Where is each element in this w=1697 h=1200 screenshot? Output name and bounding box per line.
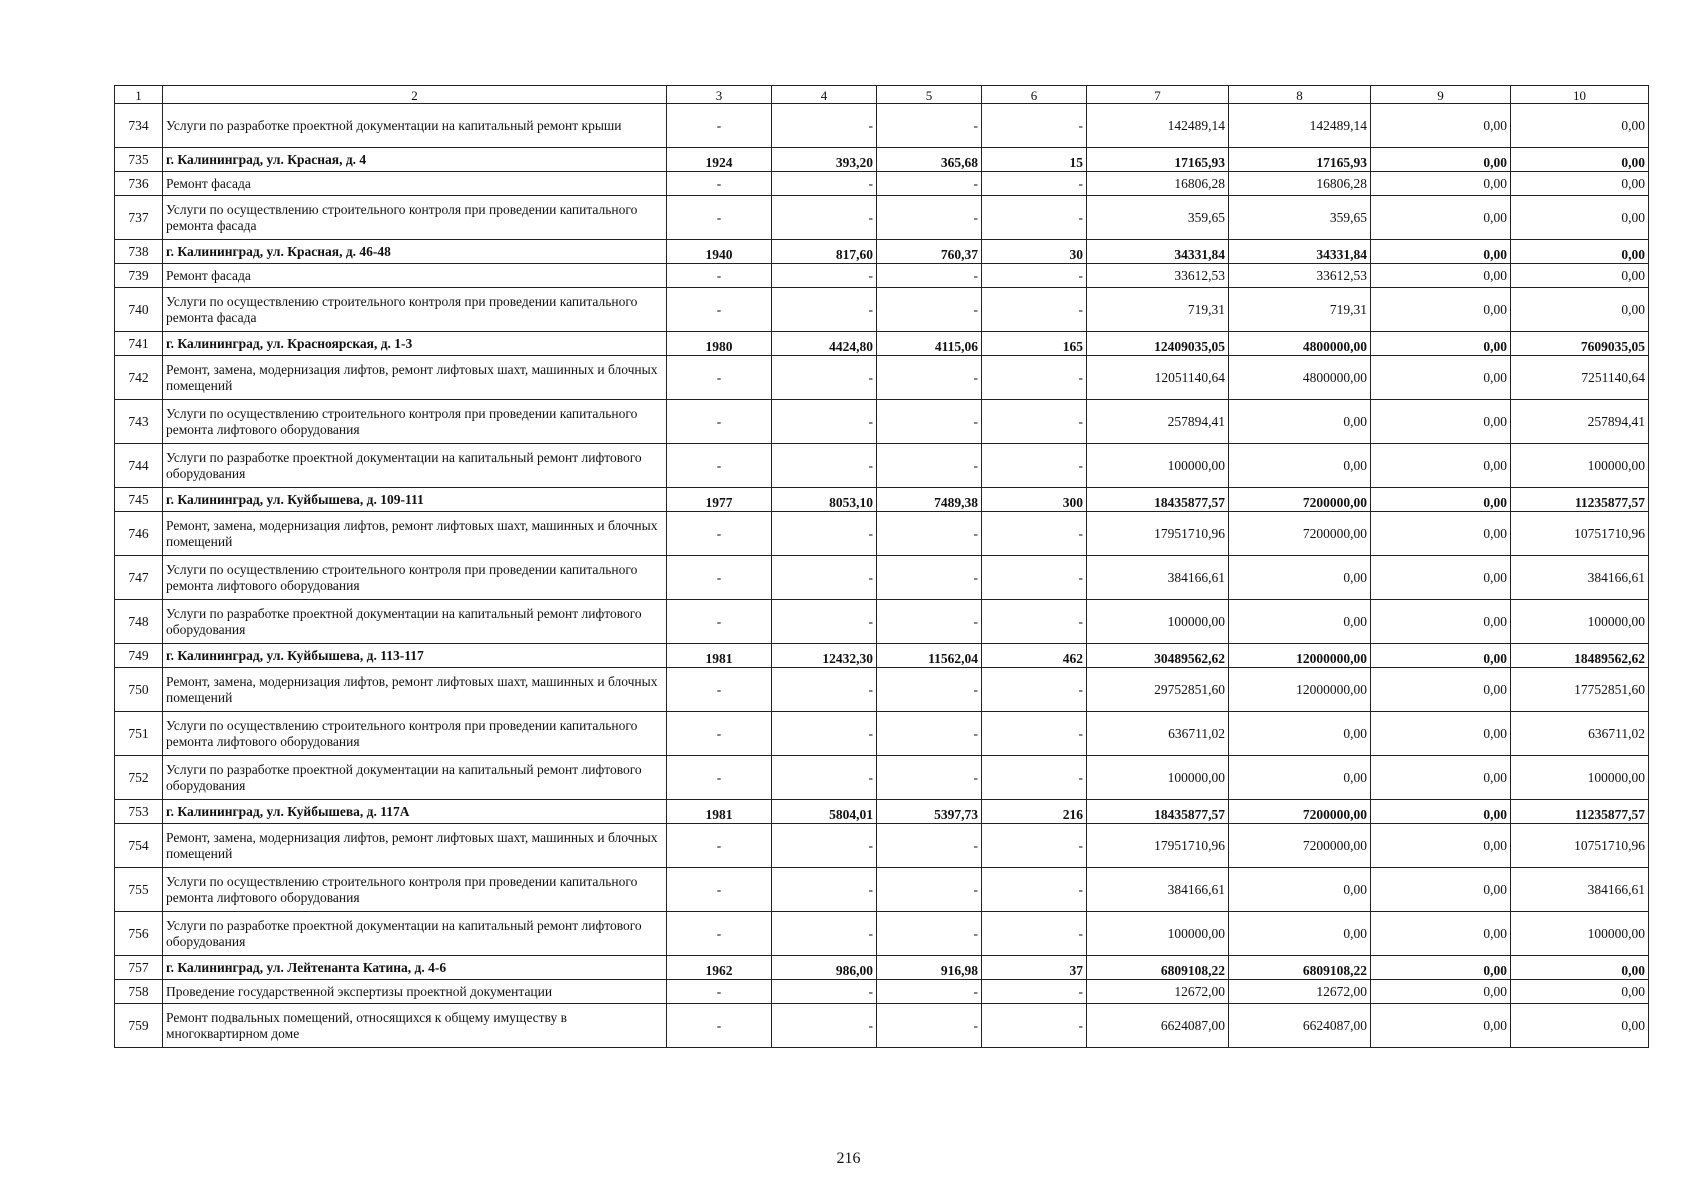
cost-col10-cell: 636711,02 [1511,712,1649,756]
work-item-row [115,556,1649,600]
residents-count-cell: - [982,104,1087,148]
cost-col10-cell: 0,00 [1511,264,1649,288]
cost-col9-cell: 0,00 [1371,444,1511,488]
cost-col10-cell: 11235877,57 [1511,488,1649,512]
year-cell: 1977 [667,488,772,512]
cost-col9-cell: 0,00 [1371,512,1511,556]
total-cost-cell: 100000,00 [1087,600,1229,644]
residents-count-cell: 462 [982,644,1087,668]
work-name-cell: г. Калининград, ул. Красная, д. 46-48 [163,240,667,264]
living-area-cell: - [877,1004,982,1048]
address-row [115,488,1649,512]
year-cell: - [667,912,772,956]
cost-col10-cell: 100000,00 [1511,912,1649,956]
work-name-cell: Проведение государственной экспертизы проектной документации [163,980,667,1004]
work-name-cell: Услуги по разработке проектной документации на капитальный ремонт крыши [163,104,667,148]
total-area-cell: 393,20 [772,148,877,172]
residents-count-cell: - [982,824,1087,868]
cost-col10-cell: 11235877,57 [1511,800,1649,824]
work-item-row [115,712,1649,756]
cost-col8-cell: 0,00 [1229,600,1371,644]
work-name-cell: Услуги по осуществлению строительного контроля при проведении капитального ремонта фасада [163,196,667,240]
residents-count-cell: 15 [982,148,1087,172]
column-header: 10 [1511,86,1649,104]
row-number-cell: 746 [115,512,163,556]
work-name-cell: Ремонт фасада [163,172,667,196]
cost-col9-cell: 0,00 [1371,104,1511,148]
row-number-cell: 758 [115,980,163,1004]
total-area-cell: - [772,288,877,332]
cost-col10-cell: 0,00 [1511,104,1649,148]
year-cell: 1981 [667,800,772,824]
row-number-cell: 752 [115,756,163,800]
year-cell: - [667,264,772,288]
residents-count-cell: - [982,712,1087,756]
cost-col9-cell: 0,00 [1371,800,1511,824]
total-cost-cell: 719,31 [1087,288,1229,332]
living-area-cell: - [877,824,982,868]
residents-count-cell: 165 [982,332,1087,356]
cost-col8-cell: 0,00 [1229,756,1371,800]
work-item-row [115,512,1649,556]
row-number-cell: 757 [115,956,163,980]
cost-col10-cell: 10751710,96 [1511,824,1649,868]
total-area-cell: - [772,600,877,644]
cost-col9-cell: 0,00 [1371,712,1511,756]
cost-col8-cell: 719,31 [1229,288,1371,332]
year-cell: - [667,512,772,556]
total-cost-cell: 384166,61 [1087,868,1229,912]
cost-col9-cell: 0,00 [1371,240,1511,264]
work-name-cell: Услуги по разработке проектной документации на капитальный ремонт лифтового оборудования [163,444,667,488]
living-area-cell: 4115,06 [877,332,982,356]
total-cost-cell: 12051140,64 [1087,356,1229,400]
total-cost-cell: 29752851,60 [1087,668,1229,712]
row-number-cell: 749 [115,644,163,668]
residents-count-cell: - [982,556,1087,600]
total-cost-cell: 384166,61 [1087,556,1229,600]
cost-col10-cell: 0,00 [1511,288,1649,332]
row-number-cell: 735 [115,148,163,172]
work-name-cell: Услуги по разработке проектной документации на капитальный ремонт лифтового оборудования [163,756,667,800]
year-cell: - [667,756,772,800]
total-area-cell: 817,60 [772,240,877,264]
year-cell: - [667,356,772,400]
year-cell: 1924 [667,148,772,172]
living-area-cell: 7489,38 [877,488,982,512]
total-area-cell: - [772,668,877,712]
year-cell: - [667,824,772,868]
cost-col8-cell: 0,00 [1229,712,1371,756]
living-area-cell: - [877,288,982,332]
residents-count-cell: - [982,912,1087,956]
cost-col9-cell: 0,00 [1371,332,1511,356]
cost-col10-cell: 0,00 [1511,1004,1649,1048]
cost-col10-cell: 7251140,64 [1511,356,1649,400]
total-area-cell: - [772,264,877,288]
row-number-cell: 744 [115,444,163,488]
total-cost-cell: 18435877,57 [1087,488,1229,512]
cost-col10-cell: 100000,00 [1511,444,1649,488]
cost-col8-cell: 7200000,00 [1229,800,1371,824]
row-number-cell: 738 [115,240,163,264]
cost-col9-cell: 0,00 [1371,756,1511,800]
residents-count-cell: - [982,756,1087,800]
total-area-cell: - [772,400,877,444]
total-cost-cell: 12672,00 [1087,980,1229,1004]
work-item-row [115,356,1649,400]
residents-count-cell: - [982,444,1087,488]
work-name-cell: Ремонт подвальных помещений, относящихся к общему имуществу в многоквартирном доме [163,1004,667,1048]
cost-col10-cell: 0,00 [1511,148,1649,172]
residents-count-cell: 216 [982,800,1087,824]
column-header: 3 [667,86,772,104]
residents-count-cell: - [982,264,1087,288]
work-item-row [115,668,1649,712]
total-area-cell: - [772,824,877,868]
row-number-cell: 741 [115,332,163,356]
year-cell: - [667,172,772,196]
work-item-row [115,400,1649,444]
total-area-cell: - [772,356,877,400]
total-cost-cell: 142489,14 [1087,104,1229,148]
row-number-cell: 736 [115,172,163,196]
residents-count-cell: - [982,196,1087,240]
year-cell: - [667,196,772,240]
cost-col9-cell: 0,00 [1371,400,1511,444]
work-name-cell: Ремонт, замена, модернизация лифтов, ремонт лифтовых шахт, машинных и блочных помещений [163,512,667,556]
cost-col9-cell: 0,00 [1371,148,1511,172]
cost-col10-cell: 100000,00 [1511,756,1649,800]
page-number: 216 [836,1150,861,1167]
work-name-cell: Ремонт фасада [163,264,667,288]
column-header: 9 [1371,86,1511,104]
address-row [115,956,1649,980]
capital-repair-table [114,85,1649,1048]
cost-col10-cell: 0,00 [1511,172,1649,196]
cost-col8-cell: 12000000,00 [1229,644,1371,668]
total-area-cell: 986,00 [772,956,877,980]
total-cost-cell: 100000,00 [1087,756,1229,800]
residents-count-cell: - [982,400,1087,444]
total-cost-cell: 16806,28 [1087,172,1229,196]
total-cost-cell: 100000,00 [1087,444,1229,488]
cost-col10-cell: 0,00 [1511,956,1649,980]
cost-col8-cell: 34331,84 [1229,240,1371,264]
total-area-cell: - [772,712,877,756]
living-area-cell: 760,37 [877,240,982,264]
cost-col9-cell: 0,00 [1371,980,1511,1004]
cost-col8-cell: 0,00 [1229,868,1371,912]
work-name-cell: Услуги по осуществлению строительного контроля при проведении капитального ремонта лифтового оборудования [163,400,667,444]
cost-col9-cell: 0,00 [1371,172,1511,196]
year-cell: - [667,556,772,600]
living-area-cell: - [877,444,982,488]
year-cell: - [667,868,772,912]
total-cost-cell: 33612,53 [1087,264,1229,288]
work-item-row [115,104,1649,148]
residents-count-cell: - [982,668,1087,712]
cost-col8-cell: 7200000,00 [1229,488,1371,512]
year-cell: - [667,668,772,712]
work-name-cell: Услуги по осуществлению строительного контроля при проведении капитального ремонта фасада [163,288,667,332]
work-name-cell: г. Калининград, ул. Куйбышева, д. 113-117 [163,644,667,668]
cost-col8-cell: 359,65 [1229,196,1371,240]
work-item-row [115,868,1649,912]
total-area-cell: 12432,30 [772,644,877,668]
living-area-cell: - [877,104,982,148]
year-cell: - [667,444,772,488]
cost-col9-cell: 0,00 [1371,196,1511,240]
column-header: 1 [115,86,163,104]
total-area-cell: - [772,868,877,912]
cost-col8-cell: 0,00 [1229,400,1371,444]
residents-count-cell: - [982,600,1087,644]
cost-col9-cell: 0,00 [1371,644,1511,668]
work-item-row [115,912,1649,956]
living-area-cell: - [877,356,982,400]
row-number-cell: 753 [115,800,163,824]
year-cell: 1962 [667,956,772,980]
cost-col10-cell: 17752851,60 [1511,668,1649,712]
residents-count-cell: 300 [982,488,1087,512]
total-cost-cell: 257894,41 [1087,400,1229,444]
total-cost-cell: 34331,84 [1087,240,1229,264]
row-number-cell: 748 [115,600,163,644]
total-area-cell: - [772,912,877,956]
row-number-cell: 734 [115,104,163,148]
cost-col9-cell: 0,00 [1371,956,1511,980]
total-cost-cell: 6809108,22 [1087,956,1229,980]
cost-col8-cell: 0,00 [1229,556,1371,600]
cost-col9-cell: 0,00 [1371,600,1511,644]
residents-count-cell: - [982,172,1087,196]
work-item-row [115,288,1649,332]
row-number-cell: 751 [115,712,163,756]
work-name-cell: г. Калининград, ул. Куйбышева, д. 109-111 [163,488,667,512]
row-number-cell: 742 [115,356,163,400]
work-name-cell: Ремонт, замена, модернизация лифтов, ремонт лифтовых шахт, машинных и блочных помещений [163,356,667,400]
address-row [115,644,1649,668]
address-row [115,148,1649,172]
row-number-cell: 755 [115,868,163,912]
column-header: 4 [772,86,877,104]
column-header: 6 [982,86,1087,104]
cost-col8-cell: 4800000,00 [1229,332,1371,356]
living-area-cell: - [877,712,982,756]
work-name-cell: г. Калининград, ул. Красноярская, д. 1-3 [163,332,667,356]
cost-col10-cell: 100000,00 [1511,600,1649,644]
cost-col10-cell: 0,00 [1511,240,1649,264]
cost-col8-cell: 12000000,00 [1229,668,1371,712]
work-name-cell: г. Калининград, ул. Лейтенанта Катина, д. 4-6 [163,956,667,980]
total-cost-cell: 18435877,57 [1087,800,1229,824]
cost-col10-cell: 257894,41 [1511,400,1649,444]
total-area-cell: - [772,1004,877,1048]
year-cell: - [667,288,772,332]
living-area-cell: - [877,912,982,956]
residents-count-cell: - [982,868,1087,912]
living-area-cell: - [877,400,982,444]
cost-col8-cell: 6624087,00 [1229,1004,1371,1048]
living-area-cell: - [877,668,982,712]
cost-col9-cell: 0,00 [1371,556,1511,600]
total-area-cell: - [772,756,877,800]
residents-count-cell: 30 [982,240,1087,264]
total-area-cell: - [772,196,877,240]
cost-col9-cell: 0,00 [1371,868,1511,912]
work-item-row [115,196,1649,240]
year-cell: - [667,712,772,756]
address-row [115,332,1649,356]
living-area-cell: 365,68 [877,148,982,172]
cost-col8-cell: 7200000,00 [1229,512,1371,556]
cost-col8-cell: 17165,93 [1229,148,1371,172]
year-cell: - [667,600,772,644]
row-number-cell: 737 [115,196,163,240]
cost-col10-cell: 384166,61 [1511,556,1649,600]
cost-col8-cell: 142489,14 [1229,104,1371,148]
cost-col9-cell: 0,00 [1371,912,1511,956]
work-name-cell: Ремонт, замена, модернизация лифтов, ремонт лифтовых шахт, машинных и блочных помещений [163,668,667,712]
cost-col8-cell: 16806,28 [1229,172,1371,196]
living-area-cell: - [877,600,982,644]
work-item-row [115,980,1649,1004]
total-area-cell: 5804,01 [772,800,877,824]
work-item-row [115,172,1649,196]
year-cell: 1980 [667,332,772,356]
cost-col8-cell: 12672,00 [1229,980,1371,1004]
living-area-cell: - [877,172,982,196]
row-number-cell: 747 [115,556,163,600]
total-area-cell: - [772,980,877,1004]
total-area-cell: - [772,172,877,196]
cost-col9-cell: 0,00 [1371,668,1511,712]
total-cost-cell: 12409035,05 [1087,332,1229,356]
cost-col8-cell: 6809108,22 [1229,956,1371,980]
living-area-cell: - [877,868,982,912]
year-cell: - [667,1004,772,1048]
living-area-cell: - [877,556,982,600]
residents-count-cell: - [982,288,1087,332]
total-area-cell: - [772,512,877,556]
living-area-cell: - [877,264,982,288]
work-item-row [115,824,1649,868]
living-area-cell: 11562,04 [877,644,982,668]
residents-count-cell: - [982,1004,1087,1048]
cost-col10-cell: 10751710,96 [1511,512,1649,556]
column-header: 5 [877,86,982,104]
work-name-cell: Услуги по разработке проектной документации на капитальный ремонт лифтового оборудования [163,600,667,644]
total-area-cell: 4424,80 [772,332,877,356]
row-number-cell: 754 [115,824,163,868]
total-cost-cell: 17165,93 [1087,148,1229,172]
total-cost-cell: 17951710,96 [1087,824,1229,868]
cost-col10-cell: 0,00 [1511,196,1649,240]
living-area-cell: - [877,756,982,800]
total-cost-cell: 6624087,00 [1087,1004,1229,1048]
cost-col8-cell: 4800000,00 [1229,356,1371,400]
living-area-cell: - [877,512,982,556]
total-area-cell: - [772,444,877,488]
work-name-cell: г. Калининград, ул. Куйбышева, д. 117А [163,800,667,824]
row-number-cell: 740 [115,288,163,332]
total-cost-cell: 100000,00 [1087,912,1229,956]
year-cell: - [667,400,772,444]
work-name-cell: Услуги по разработке проектной документации на капитальный ремонт лифтового оборудования [163,912,667,956]
cost-col10-cell: 384166,61 [1511,868,1649,912]
column-header: 2 [163,86,667,104]
year-cell: 1940 [667,240,772,264]
work-name-cell: г. Калининград, ул. Красная, д. 4 [163,148,667,172]
work-item-row [115,1004,1649,1048]
work-name-cell: Услуги по осуществлению строительного контроля при проведении капитального ремонта лифтового оборудования [163,556,667,600]
work-name-cell: Услуги по осуществлению строительного контроля при проведении капитального ремонта лифтового оборудования [163,712,667,756]
cost-col9-cell: 0,00 [1371,288,1511,332]
residents-count-cell: - [982,980,1087,1004]
living-area-cell: - [877,196,982,240]
row-number-cell: 759 [115,1004,163,1048]
work-item-row [115,444,1649,488]
work-name-cell: Ремонт, замена, модернизация лифтов, ремонт лифтовых шахт, машинных и блочных помещений [163,824,667,868]
cost-col10-cell: 18489562,62 [1511,644,1649,668]
work-name-cell: Услуги по осуществлению строительного контроля при проведении капитального ремонта лифтового оборудования [163,868,667,912]
cost-col9-cell: 0,00 [1371,1004,1511,1048]
residents-count-cell: - [982,356,1087,400]
total-area-cell: - [772,556,877,600]
column-header: 7 [1087,86,1229,104]
row-number-cell: 743 [115,400,163,444]
residents-count-cell: - [982,512,1087,556]
year-cell: - [667,104,772,148]
living-area-cell: 5397,73 [877,800,982,824]
total-area-cell: - [772,104,877,148]
cost-col9-cell: 0,00 [1371,264,1511,288]
total-cost-cell: 17951710,96 [1087,512,1229,556]
cost-col10-cell: 7609035,05 [1511,332,1649,356]
cost-col9-cell: 0,00 [1371,488,1511,512]
cost-col8-cell: 7200000,00 [1229,824,1371,868]
address-row [115,240,1649,264]
cost-col8-cell: 33612,53 [1229,264,1371,288]
living-area-cell: 916,98 [877,956,982,980]
column-header: 8 [1229,86,1371,104]
cost-col8-cell: 0,00 [1229,444,1371,488]
cost-col9-cell: 0,00 [1371,356,1511,400]
column-number-header-row [115,86,1649,104]
cost-col9-cell: 0,00 [1371,824,1511,868]
total-cost-cell: 30489562,62 [1087,644,1229,668]
row-number-cell: 750 [115,668,163,712]
living-area-cell: - [877,980,982,1004]
work-item-row [115,600,1649,644]
residents-count-cell: 37 [982,956,1087,980]
total-area-cell: 8053,10 [772,488,877,512]
row-number-cell: 756 [115,912,163,956]
cost-col10-cell: 0,00 [1511,980,1649,1004]
total-cost-cell: 636711,02 [1087,712,1229,756]
address-row [115,800,1649,824]
row-number-cell: 745 [115,488,163,512]
year-cell: - [667,980,772,1004]
total-cost-cell: 359,65 [1087,196,1229,240]
work-item-row [115,756,1649,800]
row-number-cell: 739 [115,264,163,288]
work-item-row [115,264,1649,288]
cost-col8-cell: 0,00 [1229,912,1371,956]
year-cell: 1981 [667,644,772,668]
